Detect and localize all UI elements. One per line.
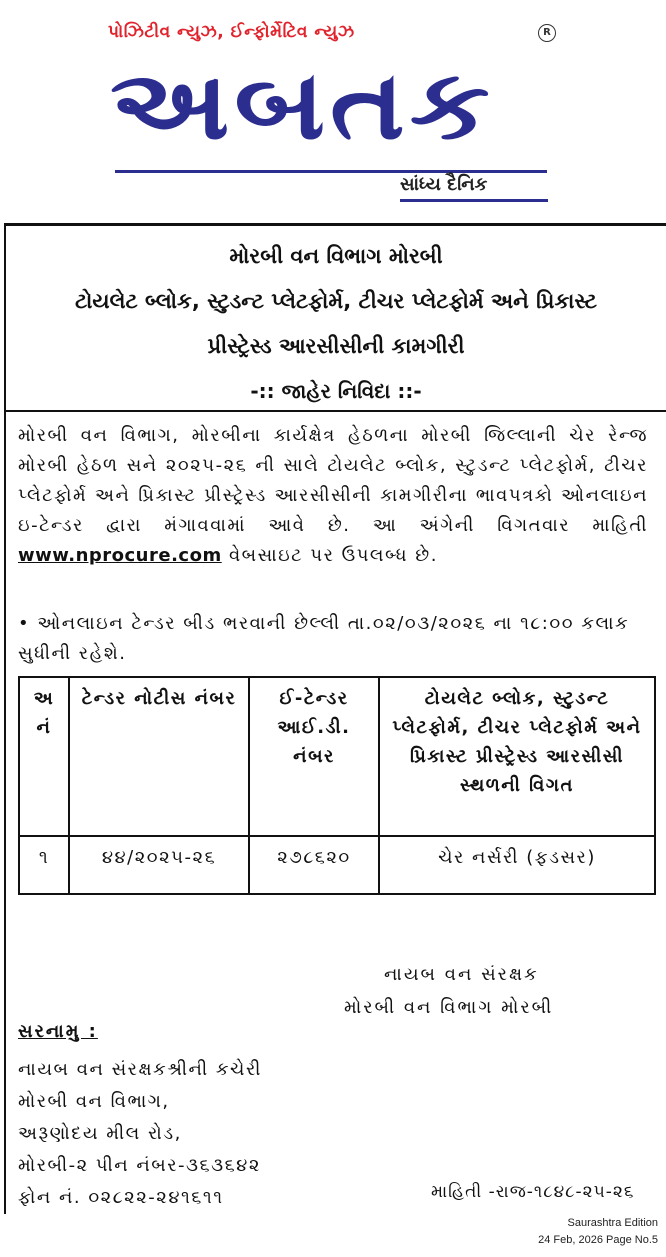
address-line: મોરબી વન વિભાગ, (18, 1091, 170, 1112)
notice-title-line2: ટોયલેટ બ્લોક, સ્ટુડન્ટ પ્લેટફોર્મ, ટીચર પ્લેટફોર્મ અને પ્રિકાસ્ટ (74, 289, 598, 313)
subtag-underline (400, 199, 548, 202)
notice-body-text: મોરબી વન વિભાગ, મોરબીના કાર્યક્ષેત્ર હેઠળના મોરબી જિલ્લાની ચેર રેન્જ મોરબી હેઠળ સને ૨૦૨૫-૨૬ ની સાલે ટોયલેટ બ્લોક, સ્ટુડન્ટ પ્લેટફોર્મ, ટીચર પ્લેટફોર્મ અને પ્રિકાસ્ટ પ્રીસ્ટ્રેસ્ડ આરસીસીની કામગીરીના ભાવપત્રકો ઓનલાઇન ઇ-ટેન્ડર દ્વારા મંગાવવામાં આવે છે. આ અંગેની વિગતવાર માહિતી (18, 425, 648, 536)
website-link[interactable]: www.nprocure.com (18, 545, 222, 566)
address-line: અરૂણોદય મીલ રોડ, (18, 1123, 182, 1144)
tagline: પોઝિટીવ ન્યુઝ, ઈન્ફોર્મેટિવ ન્યુઝ (108, 22, 355, 42)
table-header-cell (379, 677, 655, 836)
notice-title-line1: મોરબી વન વિભાગ મોરબી (229, 244, 443, 268)
notice-title-block (6, 226, 666, 412)
table-cell: ૨૭૮૬૨૦ (249, 836, 379, 894)
deadline-bullet: • ઓનલાઇન ટેન્ડર બીડ ભરવાની છેલ્લી તા.૦૨/૦૩/૨૦૨૬ ના ૧૮:૦૦ કલાક સુધીની રહેશે. (18, 613, 630, 664)
notice-body (18, 421, 648, 571)
address-line: નાયબ વન સંરક્ષકશ્રીની કચેરી (18, 1059, 262, 1080)
logo-underline (115, 170, 547, 173)
table-header-site: સ્થળની વિગત (460, 775, 574, 796)
subtag: સાંધ્ય દૈનિક (400, 174, 488, 195)
address-line: મોરબી-૨ પીન નંબર-૩૬૩૬૪૨ (18, 1155, 261, 1176)
table-cell: ચેર નર્સરી (ફડસર) (379, 836, 655, 894)
signatory-office: મોરબી વન વિભાગ મોરબી (344, 997, 554, 1018)
table-header-cell: ઈ-ટેન્ડર આઈ.ડી. નંબર (249, 677, 379, 836)
edition-name: Saurashtra Edition (567, 1217, 658, 1229)
tender-table (18, 676, 656, 895)
table-header-work: ટોયલેટ બ્લોક, સ્ટુડન્ટ પ્લેટફોર્મ, ટીચર પ્લેટફોર્મ અને પ્રિકાસ્ટ પ્રીસ્ટ્રેસ્ડ આરસીસી (392, 688, 642, 767)
edition-date-page: 24 Feb, 2026 Page No.5 (538, 1234, 658, 1246)
table-header-cell: અ નં (19, 677, 69, 836)
address-heading: સરનામુ : (18, 1021, 98, 1042)
notice-heading: -:: જાહેર નિવિદા ::- (250, 379, 422, 403)
table-row (19, 836, 655, 894)
table-header-cell: ટેન્ડર નોટીસ નંબર (69, 677, 249, 836)
table-cell: ૪૪/૨૦૨૫-૨૬ (69, 836, 249, 894)
newspaper-logo: અબતક (110, 49, 495, 161)
masthead (0, 0, 666, 215)
notice-title-line3: પ્રીસ્ટ્રેસ્ડ આરસીસીની કામગીરી (207, 334, 465, 358)
website-suffix: વેબસાઇટ પર ઉપલબ્ધ છે. (228, 545, 438, 566)
tender-notice (4, 223, 666, 1214)
table-cell: ૧ (19, 836, 69, 894)
signatory-title: નાયબ વન સંરક્ષક (384, 964, 539, 985)
reference-number: માહિતી -રાજ-૧૮૪૮-૨૫-૨૬ (431, 1182, 635, 1202)
table-header-row (19, 677, 655, 836)
address-block (18, 1054, 262, 1214)
phone-line: ફોન નં. ૦૨૮૨૨-૨૪૧૬૧૧ (18, 1187, 224, 1208)
registered-mark-icon: R (538, 24, 556, 42)
edition-info (538, 1215, 658, 1249)
